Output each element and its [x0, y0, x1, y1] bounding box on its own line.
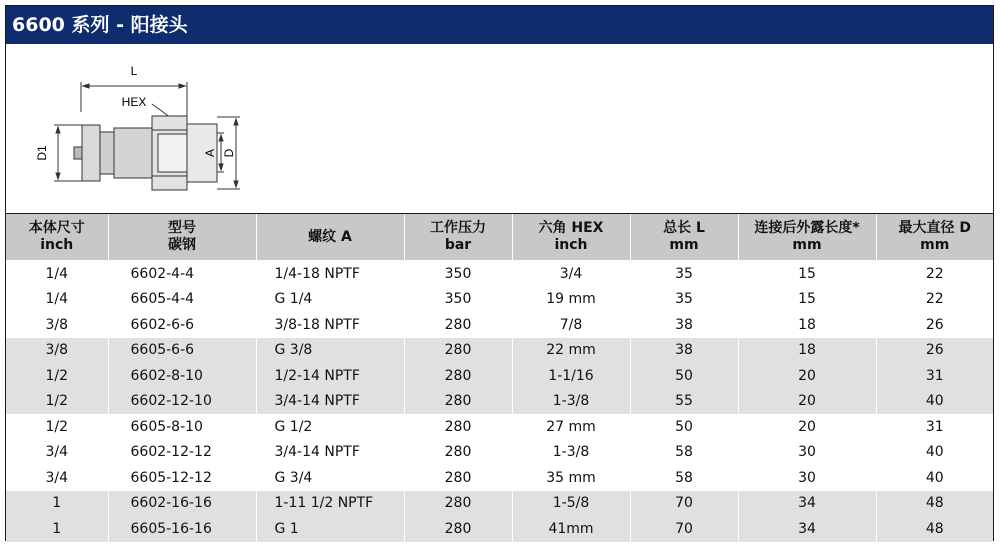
cell-max-diameter: 26 — [925, 316, 944, 333]
cell-exposed-length: 18 — [738, 312, 876, 338]
cell-hex: 19 mm — [512, 287, 630, 313]
table-row — [6, 338, 993, 364]
fitting-diagram — [6, 44, 993, 214]
header-body-size: 本体尺寸 inch — [6, 214, 108, 261]
cell-pressure: 280 — [404, 440, 512, 466]
cell-hex: 7/8 — [512, 312, 630, 338]
cell-thread: 3/8-18 NPTF — [256, 312, 404, 338]
header-exposed-length: 连接后外露长度* mm — [738, 214, 876, 261]
table-row — [6, 261, 993, 287]
male-fitting-drawing — [6, 44, 993, 214]
cell-max-diameter: 48 — [876, 516, 993, 542]
cell-model: 6605-12-12 — [108, 465, 256, 491]
cell-body-size: 3/8 — [6, 312, 108, 338]
table-row — [6, 516, 993, 542]
cell-max-diameter: 40 — [925, 469, 944, 486]
cell-pressure: 280 — [404, 363, 512, 389]
cell-length: 35 — [630, 287, 738, 313]
cell-length: 70 — [630, 491, 738, 517]
cell-length: 50 — [630, 414, 738, 440]
cell-body-size: 3/4 — [6, 465, 108, 491]
cell-model: 6605-8-10 — [108, 414, 256, 440]
cell-max-diameter: 40 — [925, 444, 944, 461]
cell-model: 6602-8-10 — [108, 363, 256, 389]
cell-max-diameter: 26 — [876, 338, 993, 364]
cell-max-diameter: 40 — [876, 389, 993, 415]
cell-body-size: 1/2 — [6, 389, 108, 415]
dim-label-A: A — [203, 148, 217, 158]
cell-model: 6602-6-6 — [108, 312, 256, 338]
cell-hex: 22 mm — [512, 338, 630, 364]
cell-thread: G 1/2 — [256, 414, 404, 440]
cell-max-diameter: 22 — [925, 291, 944, 308]
cell-thread: G 3/4 — [256, 465, 404, 491]
cell-hex: 1-1/16 — [512, 363, 630, 389]
cell-hex: 27 mm — [512, 414, 630, 440]
cell-hex: 35 mm — [512, 465, 630, 491]
dim-label-D: D — [222, 148, 236, 158]
cell-hex: 41mm — [512, 516, 630, 542]
page-title: 6600 系列 - 阳接头 — [6, 6, 993, 44]
cell-pressure: 280 — [404, 312, 512, 338]
cell-model: 6605-6-6 — [108, 338, 256, 364]
table-row — [6, 363, 993, 389]
cell-exposed-length: 20 — [738, 389, 876, 415]
table-body — [6, 261, 993, 542]
cell-pressure: 350 — [404, 287, 512, 313]
cell-thread: 3/4-14 NPTF — [256, 440, 404, 466]
header-hex: 六角 HEX inch — [512, 214, 630, 261]
cell-body-size: 3/8 — [6, 338, 108, 364]
header-max-diameter: 最大直径 D mm — [876, 214, 993, 261]
cell-exposed-length: 20 — [738, 363, 876, 389]
cell-model: 6605-16-16 — [108, 516, 256, 542]
cell-model: 6602-4-4 — [108, 261, 256, 287]
cell-hex: 1-3/8 — [512, 389, 630, 415]
cell-pressure: 280 — [404, 516, 512, 542]
cell-max-diameter: 31 — [925, 418, 944, 435]
cell-thread: 3/4-14 NPTF — [256, 389, 404, 415]
cell-length: 35 — [630, 261, 738, 287]
cell-length: 70 — [630, 516, 738, 542]
cell-hex: 1-5/8 — [512, 491, 630, 517]
cell-max-diameter: 31 — [876, 363, 993, 389]
cell-length: 55 — [630, 389, 738, 415]
table-row — [6, 389, 993, 415]
cell-model: 6602-16-16 — [108, 491, 256, 517]
table-row — [6, 287, 993, 313]
cell-hex: 1-3/8 — [512, 440, 630, 466]
cell-exposed-length: 30 — [738, 440, 876, 466]
cell-exposed-length: 15 — [738, 261, 876, 287]
cell-thread: G 1/4 — [256, 287, 404, 313]
cell-body-size: 1 — [6, 491, 108, 517]
cell-pressure: 280 — [404, 414, 512, 440]
cell-exposed-length: 30 — [738, 465, 876, 491]
cell-length: 50 — [630, 363, 738, 389]
cell-thread: 1-11 1/2 NPTF — [256, 491, 404, 517]
table-row — [6, 465, 993, 491]
cell-pressure: 280 — [404, 338, 512, 364]
cell-model: 6602-12-12 — [108, 440, 256, 466]
cell-length: 58 — [630, 440, 738, 466]
cell-exposed-length: 18 — [738, 338, 876, 364]
cell-body-size: 1 — [6, 516, 108, 542]
cell-thread: G 1 — [256, 516, 404, 542]
dim-label-L: L — [130, 64, 138, 78]
table-row — [6, 312, 993, 338]
cell-pressure: 280 — [404, 389, 512, 415]
header-pressure: 工作压力 bar — [404, 214, 512, 261]
table-row — [6, 440, 993, 466]
cell-body-size: 1/4 — [6, 287, 108, 313]
cell-model: 6605-4-4 — [108, 287, 256, 313]
cell-pressure: 350 — [404, 261, 512, 287]
document-frame — [5, 5, 994, 541]
header-thread: 螺纹 A — [256, 214, 404, 261]
cell-length: 58 — [630, 465, 738, 491]
cell-body-size: 1/4 — [6, 261, 108, 287]
cell-length: 38 — [630, 312, 738, 338]
dim-label-HEX: HEX — [121, 95, 147, 109]
header-length: 总长 L mm — [630, 214, 738, 261]
table-row — [6, 491, 993, 517]
cell-thread: 1/4-18 NPTF — [256, 261, 404, 287]
cell-thread: G 3/8 — [256, 338, 404, 364]
table-row — [6, 414, 993, 440]
cell-hex: 3/4 — [512, 261, 630, 287]
cell-length: 38 — [630, 338, 738, 364]
cell-max-diameter: 22 — [925, 265, 944, 282]
specification-table — [6, 214, 993, 542]
cell-exposed-length: 20 — [738, 414, 876, 440]
cell-pressure: 280 — [404, 491, 512, 517]
cell-model: 6602-12-10 — [108, 389, 256, 415]
cell-pressure: 280 — [404, 465, 512, 491]
cell-exposed-length: 15 — [738, 287, 876, 313]
cell-body-size: 3/4 — [6, 440, 108, 466]
cell-thread: 1/2-14 NPTF — [256, 363, 404, 389]
dim-label-D1: D1 — [35, 145, 49, 161]
cell-exposed-length: 34 — [738, 516, 876, 542]
cell-max-diameter: 48 — [876, 491, 993, 517]
table-header-row — [6, 214, 993, 261]
cell-body-size: 1/2 — [6, 363, 108, 389]
cell-body-size: 1/2 — [6, 414, 108, 440]
header-model: 型号 碳钢 — [108, 214, 256, 261]
cell-exposed-length: 34 — [738, 491, 876, 517]
